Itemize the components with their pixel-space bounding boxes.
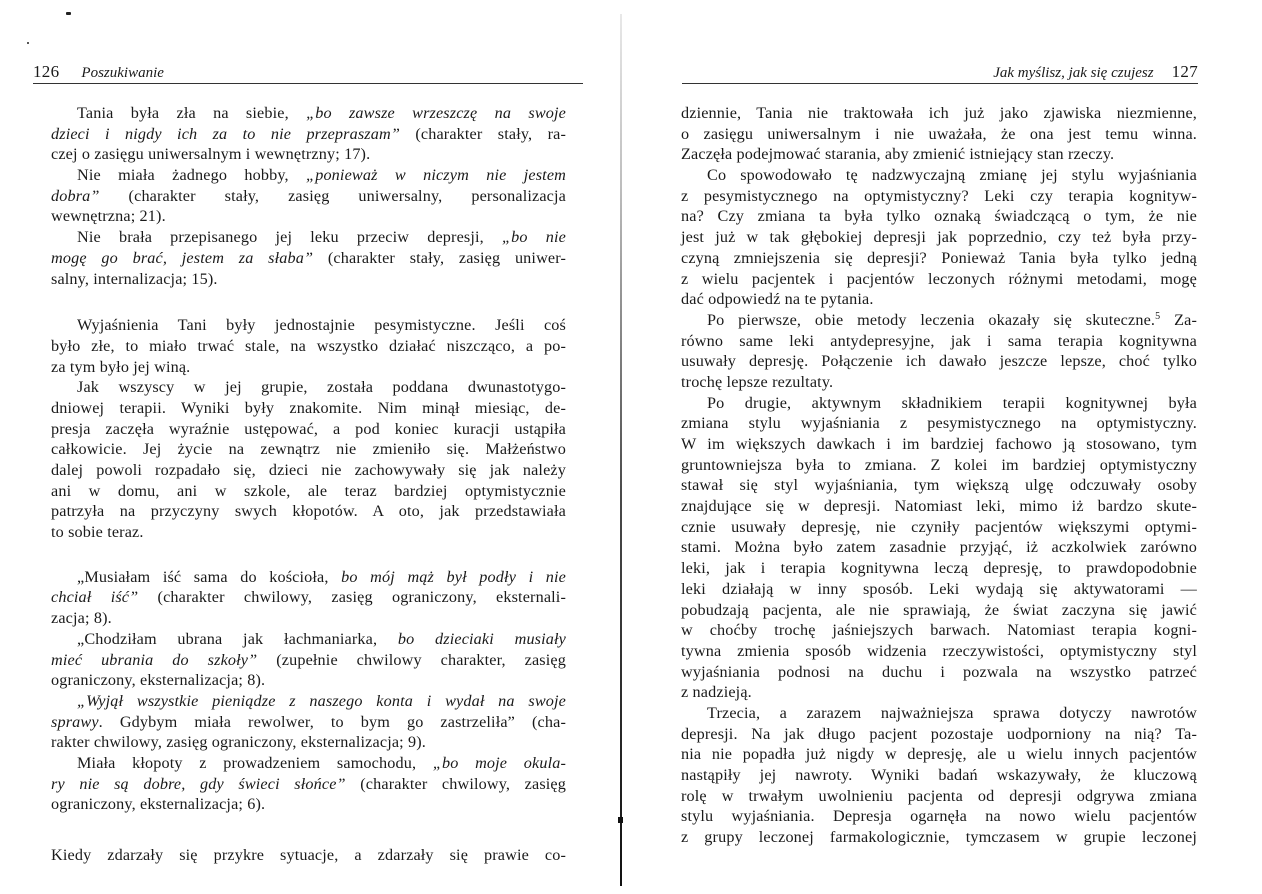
text-run: z wielu pacjentek i pacjentów leczonych różnymi metodami, mogę: [681, 269, 1197, 288]
text-line: [681, 227, 1197, 248]
text-run: W im większych dawkach i im bardziej fachowo ją stosowano, tym: [681, 435, 1197, 453]
text-run: Wyjaśnienia Tani były jednostajnie pesymistyczne. Jeśli coś: [77, 316, 566, 335]
text-line: [51, 439, 566, 460]
text-run: dalej powoli rozpadało się, dzieci nie zachowywały się jak należy: [51, 461, 566, 479]
text-line: [681, 331, 1197, 352]
text-line: [51, 460, 566, 481]
text-run: Nie miała żadnego hobby,: [77, 166, 307, 185]
italic-quote: dobra”: [51, 186, 100, 205]
italic-quote: „ponieważ w niczym nie jestem: [306, 166, 566, 185]
text-line: [51, 124, 566, 145]
text-run: pobudzają pacjenta, ale nie sprawiają, że świat zaczyna się jawić: [681, 600, 1197, 619]
text-line: [681, 351, 1197, 372]
quote-list: [51, 567, 566, 815]
text-run: rolę w trwałym uwolnieniu pacjenta od depresji odgrywa zmiana: [681, 786, 1197, 805]
text-run: usuwały depresję. Połączenie ich dawało jeszcze lepsze, choć tylko: [681, 352, 1197, 371]
text-run: jest już w tak głębokiej depresji jak poprzednio, czy też była przy-: [681, 228, 1197, 247]
italic-quote: „bo nie: [502, 228, 566, 247]
text-run: wewnętrzna; 21).: [51, 207, 166, 226]
text-run: stami. Można było zatem zasadnie przyjąć, iż aczkolwiek zarówno: [681, 538, 1197, 557]
text-line: [51, 732, 566, 753]
text-line: [681, 558, 1197, 579]
italic-quote: ry nie są dobre, gdy świeci słońce”: [51, 774, 346, 793]
text-line: [51, 186, 566, 207]
text-run: depresji. Na jak długo pacjent pozostaje uodporniony na nią? Ta-: [681, 724, 1197, 743]
left-page-body: [51, 103, 566, 866]
italic-quote: dzieci i nigdy ich za to nie przepraszam”: [51, 124, 400, 143]
text-line: [681, 434, 1197, 455]
text-run: stawał się styl wyjaśniania, tym większą ulgę odczuwały osoby: [681, 476, 1197, 495]
quote-list: [51, 103, 566, 289]
text-line: [51, 845, 566, 866]
text-run: ani w domu, ani w szkole, ale teraz bardziej optymistycznie: [51, 481, 566, 500]
text-line: [681, 496, 1197, 517]
text-line: [681, 641, 1197, 662]
left-page-header: [33, 58, 583, 82]
text-run: w choćby trochę jaśniejszych barwach. Natomiast terapia kogni-: [681, 621, 1197, 640]
text-run: z pesymistycznego na optymistyczny? Leki czy terapia kognityw-: [681, 186, 1197, 205]
scan-speck: [27, 42, 29, 44]
text-line: [51, 269, 566, 290]
text-run: Tania była zła na siebie,: [77, 104, 307, 122]
text-line: [681, 786, 1197, 807]
text-run: dniowej terapii. Wyniki były znakomite. Nim minął miesiąc, de-: [51, 398, 566, 417]
text-run: zacja; 8).: [51, 609, 112, 628]
text-run: o zasięgu uniwersalnym i nie uważała, że ona jest temu winna.: [681, 124, 1197, 143]
text-run: stylu wyjaśniania. Depresja ogarnęła na nowo wielu pacjentów: [681, 807, 1197, 826]
running-title: Poszukiwanie: [81, 65, 164, 81]
text-line: [681, 186, 1197, 207]
text-run: Miała kłopoty z prowadzeniem samochodu,: [77, 753, 433, 772]
italic-quote: sprawy: [51, 712, 99, 731]
italic-quote: „bo zawsze wrzeszczę na swoje: [306, 104, 566, 122]
text-run: trochę lepsze rezultaty.: [681, 372, 834, 391]
text-line: [681, 765, 1197, 786]
page-number: 126: [33, 62, 60, 81]
text-line: [681, 144, 1197, 165]
italic-quote: „bo moje okula-: [432, 753, 567, 772]
text-run: rakter chwilowy, zasięg ograniczony, eksternalizacja; 9).: [51, 733, 426, 752]
text-run: Zaczęła podejmować starania, aby zmienić istniejący stan rzeczy.: [681, 145, 1115, 164]
text-line: [51, 336, 566, 357]
text-run: (charakter stały, zasięg uniwer-: [313, 248, 567, 267]
text-run: całkowicie. Jej życie na zewnątrz nie zmieniło się. Małżeństwo: [51, 440, 566, 459]
page-number: 127: [1171, 62, 1198, 81]
text-line: [51, 398, 566, 419]
text-line: [681, 537, 1197, 558]
text-line: [51, 587, 566, 608]
text-run: z nadzieją.: [681, 683, 752, 702]
text-line: [681, 600, 1197, 621]
text-line: [681, 372, 1197, 393]
text-line: [681, 269, 1197, 290]
text-run: dziennie, Tania nie traktowała ich już jako zjawiska niezmienne,: [681, 104, 1197, 122]
italic-quote: mogę go brać, jestem za słaba”: [51, 248, 314, 267]
italic-quote: „Wyjął wszystkie pieniądze z naszego konta i wydał na swoje: [77, 691, 566, 710]
text-line: [51, 419, 566, 440]
text-line: [681, 579, 1197, 600]
text-line: [51, 206, 566, 227]
text-run: (charakter chwilowy, zasięg: [345, 774, 566, 793]
text-line: [681, 413, 1197, 434]
scan-speck: [66, 12, 71, 15]
text-run: (charakter stały, ra-: [400, 124, 567, 143]
text-line: [681, 517, 1197, 538]
text-run: Po pierwsze, obie metody leczenia okazały się skuteczne.: [707, 310, 1156, 329]
text-line: [681, 744, 1197, 765]
text-run: równo same leki antydepresyjne, jak i sama terapia kognitywna: [681, 331, 1197, 350]
text-run: Za-: [1160, 310, 1197, 329]
text-line: [681, 455, 1197, 476]
text-line: [51, 794, 566, 815]
text-run: na? Czy zmiana ta była tylko oznaką świadczącą o tym, że nie: [681, 207, 1197, 226]
italic-quote: bo dzieciaki musiały: [397, 629, 567, 648]
text-line: [51, 227, 566, 248]
text-run: zmiana stylu wyjaśniania z pesymistycznego na optymistyczny.: [681, 414, 1197, 433]
text-line: [681, 682, 1197, 703]
text-run: gruntowniejsza była to zmiana. Z kolei im bardziej optymistyczny: [681, 455, 1197, 474]
text-line: [681, 475, 1197, 496]
header-rule: [33, 83, 583, 84]
text-run: . Gdybym miała rewolwer, to bym go zastrzeliła” (cha-: [98, 712, 566, 731]
paragraph: [51, 315, 566, 543]
text-run: nastąpiły jej nawroty. Wyniki badań wskazywały, że kluczową: [681, 766, 1197, 784]
text-run: (charakter chwilowy, zasięg ograniczony, eksternali-: [138, 588, 566, 607]
text-line: [51, 670, 566, 691]
text-run: (charakter stały, zasięg uniwersalny, personalizacja: [99, 186, 566, 205]
block-gap: [51, 543, 566, 567]
text-run: tywna zmienia sposób widzenia rzeczywistości, optymistyczny styl: [681, 641, 1197, 660]
text-run: (zupełnie chwilowy charakter, zasięg: [257, 650, 566, 669]
text-run: to sobie teraz.: [51, 523, 144, 542]
text-run: czyną zmniejszenia się depresji? Ponieważ Tania była tylko jedną: [681, 248, 1197, 267]
text-line: [681, 124, 1197, 145]
italic-quote: chciał iść”: [51, 588, 139, 607]
text-line: [681, 393, 1197, 414]
text-line: [51, 691, 566, 712]
right-page-body: [681, 103, 1197, 848]
text-line: [51, 567, 566, 588]
text-run: Jak wszyscy w jej grupie, została poddana dwunastotygo-: [77, 378, 566, 397]
text-line: [681, 724, 1197, 745]
text-run: presja zaczęła wyraźnie ustępować, a pod koniec kuracji ustąpiła: [51, 419, 566, 438]
text-line: [681, 827, 1197, 848]
text-run: leki, jak i terapia kognitywna leczą depresję, to prawdopodobnie: [681, 559, 1197, 578]
text-line: [51, 481, 566, 502]
text-run: z grupy leczonej farmakologicznie, tymczasem w grupie leczonej: [681, 828, 1197, 847]
text-run: za tym było jej winą.: [51, 357, 191, 376]
text-run: Po drugie, aktywnym składnikiem terapii kognitywnej była: [707, 393, 1197, 412]
text-run: czej o zasięgu uniwersalnym i wewnętrzny; 17).: [51, 145, 371, 164]
paragraph: [51, 845, 566, 866]
text-run: dać odpowiedź na te pytania.: [681, 290, 874, 309]
italic-quote: bo mój mąż był podły i nie: [341, 567, 566, 586]
block-gap: [51, 815, 566, 845]
text-line: [681, 620, 1197, 641]
running-title: Jak myślisz, jak się czujesz: [993, 65, 1154, 81]
text-line: [51, 248, 566, 269]
text-line: [51, 315, 566, 336]
text-line: [51, 522, 566, 543]
text-run: ograniczony, eksternalizacja; 6).: [51, 795, 266, 814]
text-run: cznie usuwały depresję, nie czyniły pacjentów większymi optymi-: [681, 517, 1197, 536]
text-line: [681, 165, 1197, 186]
text-line: [51, 608, 566, 629]
text-run: wyjaśniania podnosi na duchu i pozwala na wszystko patrzeć: [681, 662, 1197, 681]
text-line: [681, 248, 1197, 269]
italic-quote: mieć ubrania do szkoły”: [51, 650, 258, 669]
text-line: [681, 806, 1197, 827]
text-line: [51, 629, 566, 650]
text-line: [51, 774, 566, 795]
text-line: [51, 103, 566, 124]
footnote-ref: 5: [1155, 310, 1161, 322]
text-line: [51, 712, 566, 733]
text-run: ograniczony, eksternalizacja; 8).: [51, 671, 266, 690]
paragraph: [681, 103, 1197, 848]
text-line: [51, 165, 566, 186]
header-rule: [682, 83, 1198, 84]
left-page: [0, 0, 620, 894]
text-run: Kiedy zdarzały się przykre sytuacje, a zdarzały się prawie co-: [51, 846, 566, 864]
text-line: [51, 144, 566, 165]
text-run: nia nie popadła już nigdy w depresję, ale u wielu innych pacjentów: [681, 745, 1197, 764]
text-run: Co spowodowało tę nadzwyczajną zmianę jej stylu wyjaśniania: [707, 166, 1197, 185]
text-line: [51, 501, 566, 522]
text-line: [51, 650, 566, 671]
text-run: Trzecia, a zarazem najważniejsza sprawa dotyczy nawrotów: [707, 703, 1197, 722]
text-run: leki działają w inny sposób. Leki wydają się aktywatorami —: [681, 579, 1197, 598]
text-line: [681, 103, 1197, 124]
text-run: Nie brała przepisanego jej leku przeciw depresji,: [77, 228, 502, 247]
text-line: [51, 357, 566, 378]
right-page-header: [682, 58, 1198, 82]
text-line: [681, 206, 1197, 227]
text-line: [681, 662, 1197, 683]
text-run: „Musiałam iść sama do kościoła,: [77, 567, 342, 586]
text-line: [681, 310, 1197, 331]
text-line: [681, 289, 1197, 310]
text-run: „Chodziłam ubrana jak łachmaniarka,: [77, 629, 398, 648]
text-line: [51, 753, 566, 774]
text-run: salny, internalizacja; 15).: [51, 269, 218, 288]
text-run: było złe, to miało trwać stale, na wszystko działać niszcząco, a po-: [51, 336, 566, 355]
text-run: znajdujące się w depresji. Natomiast leki, mimo iż bardzo skute-: [681, 497, 1197, 516]
text-line: [51, 377, 566, 398]
text-run: patrzyła na przyczyny swych kłopotów. A oto, jak przedstawiała: [51, 502, 566, 521]
right-page: [622, 0, 1262, 894]
text-line: [681, 703, 1197, 724]
block-gap: [51, 289, 566, 315]
